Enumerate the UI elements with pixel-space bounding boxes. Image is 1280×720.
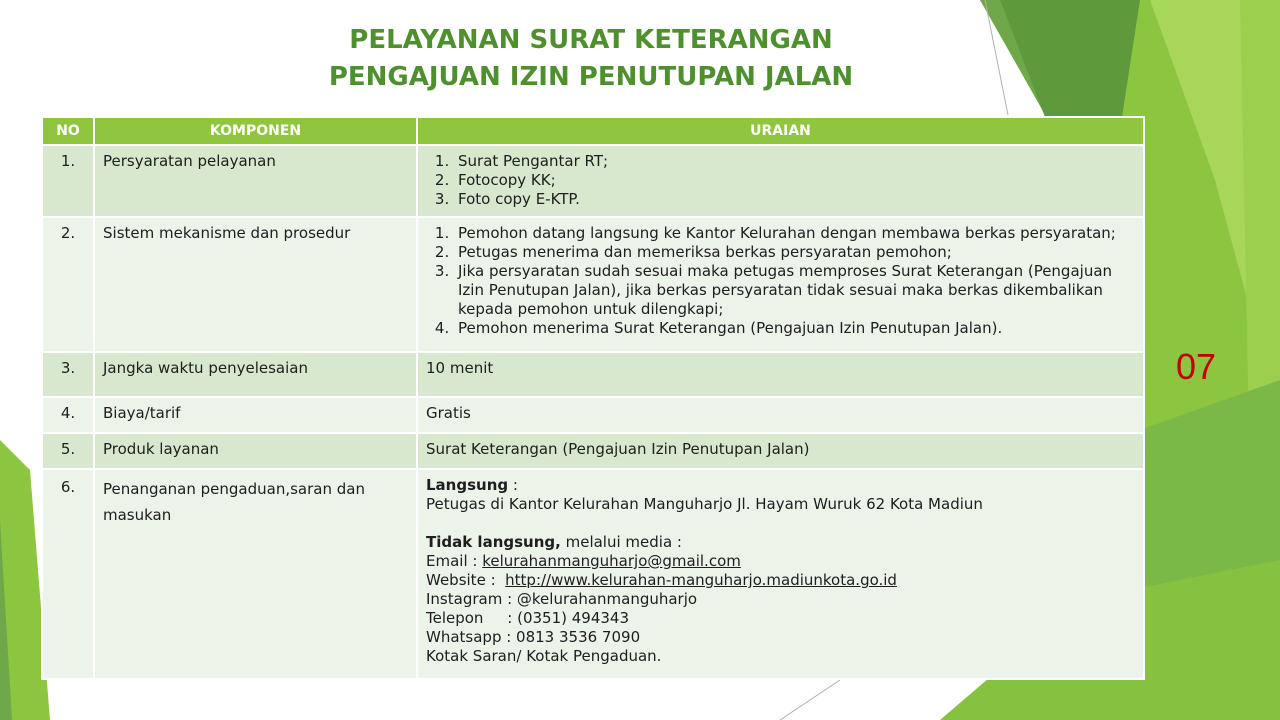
website-link[interactable]: http://www.kelurahan-manguharjo.madiunkota.go.id xyxy=(505,571,897,589)
table-row xyxy=(42,397,1144,433)
row-komponen: Biaya/tarif xyxy=(94,397,417,433)
email-label: Email : xyxy=(426,552,483,570)
row-number: 4. xyxy=(42,397,94,433)
table-header xyxy=(42,117,1144,145)
telepon-line: Telepon : (0351) 494343 xyxy=(426,609,630,627)
service-table xyxy=(41,116,1145,680)
tidak-langsung-line xyxy=(426,533,1135,552)
langsung-line xyxy=(426,476,1135,495)
website-line xyxy=(426,571,1135,590)
row-number: 1. xyxy=(42,145,94,217)
tidak-langsung-text: melalui media : xyxy=(560,533,682,551)
instagram-line: Instagram : @kelurahanmanguharjo xyxy=(426,590,698,608)
list-item: 3. Jika persyaratan sudah sesuai maka petugas memproses Surat Keterangan (Pengajuan Izin Penutupan Jalan), jika berkas persyaratan tidak sesuai maka berkas dikembalikan kepada pemohon untuk dilengkapi; xyxy=(454,262,1135,319)
table-row xyxy=(42,352,1144,397)
row-komponen: Produk layanan xyxy=(94,433,417,469)
header-no: NO xyxy=(42,117,94,145)
row-uraian: Gratis xyxy=(417,397,1144,433)
table-row xyxy=(42,469,1144,679)
email-link[interactable]: kelurahanmanguharjo@gmail.com xyxy=(482,552,741,570)
row-komponen: Persyaratan pelayanan xyxy=(94,145,417,217)
row-uraian: Surat Keterangan (Pengajuan Izin Penutupan Jalan) xyxy=(417,433,1144,469)
whatsapp-line: Whatsapp : 0813 3536 7090 xyxy=(426,628,641,646)
table-row xyxy=(42,145,1144,217)
langsung-text: Petugas di Kantor Kelurahan Manguharjo Jl. Hayam Wuruk 62 Kota Madiun xyxy=(426,495,983,513)
list-item: 2. Fotocopy KK; xyxy=(454,171,1135,190)
header-komponen: KOMPONEN xyxy=(94,117,417,145)
langsung-label: Langsung xyxy=(426,476,509,494)
row-uraian xyxy=(417,469,1144,679)
row-komponen: Sistem mekanisme dan prosedur xyxy=(94,217,417,352)
list-item: 1. Pemohon datang langsung ke Kantor Kelurahan dengan membawa berkas persyaratan; xyxy=(454,224,1135,243)
langsung-separator: : xyxy=(508,476,518,494)
row-komponen: Penanganan pengaduan,saran dan masukan xyxy=(94,469,417,679)
procedure-list xyxy=(426,224,1135,338)
email-line xyxy=(426,552,1135,571)
table-row xyxy=(42,433,1144,469)
list-item: 1. Surat Pengantar RT; xyxy=(454,152,1135,171)
row-number: 6. xyxy=(42,469,94,679)
row-komponen: Jangka waktu penyelesaian xyxy=(94,352,417,397)
row-uraian: 10 menit xyxy=(417,352,1144,397)
title-line-1: PELAYANAN SURAT KETERANGAN xyxy=(349,25,833,55)
row-number: 5. xyxy=(42,433,94,469)
slide-number: 07 xyxy=(1176,346,1217,387)
list-item: 3. Foto copy E-KTP. xyxy=(454,190,1135,209)
row-number: 3. xyxy=(42,352,94,397)
page-title xyxy=(0,22,1182,96)
website-label: Website : xyxy=(426,571,506,589)
list-item: 4. Pemohon menerima Surat Keterangan (Pengajuan Izin Penutupan Jalan). xyxy=(454,319,1135,338)
row-uraian xyxy=(417,145,1144,217)
table-row xyxy=(42,217,1144,352)
row-number: 2. xyxy=(42,217,94,352)
row-uraian xyxy=(417,217,1144,352)
requirements-list xyxy=(426,152,1135,209)
tidak-langsung-label: Tidak langsung, xyxy=(426,533,561,551)
title-line-2: PENGAJUAN IZIN PENUTUPAN JALAN xyxy=(328,62,854,92)
list-item: 2. Petugas menerima dan memeriksa berkas persyaratan pemohon; xyxy=(454,243,1135,262)
header-uraian: URAIAN xyxy=(417,117,1144,145)
kotak-line: Kotak Saran/ Kotak Pengaduan. xyxy=(426,647,662,665)
